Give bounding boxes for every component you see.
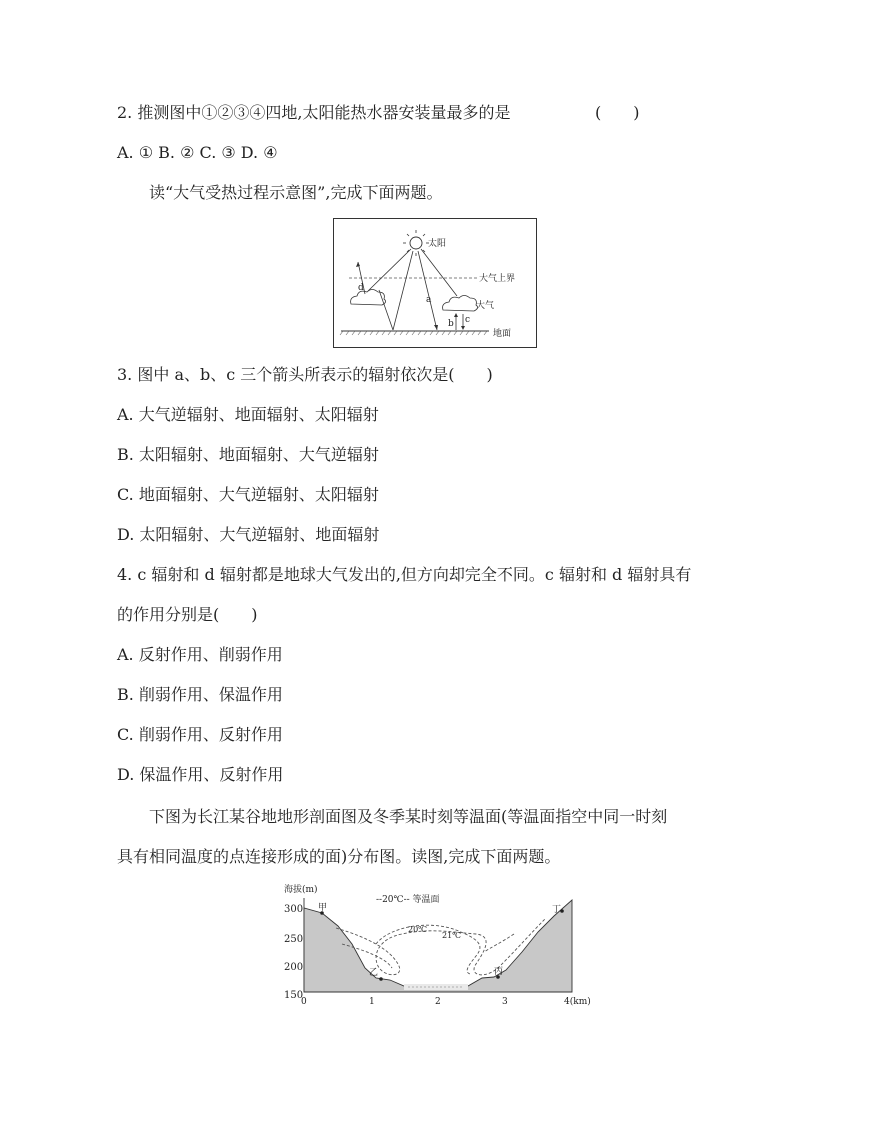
- isotherm-20-label: 20℃: [408, 925, 428, 934]
- place-bing: 丙: [494, 967, 504, 977]
- place-ding: 丁: [552, 905, 562, 915]
- label-c: c: [465, 315, 471, 325]
- valley-profile-diagram: [280, 878, 596, 1010]
- q3-option-d: D. 太阳辐射、大气逆辐射、地面辐射: [117, 525, 380, 544]
- q4-stem-line1: 4. c 辐射和 d 辐射都是地球大气发出的,但方向却完全不同。c 辐射和 d 辐射具有: [117, 565, 692, 584]
- q2-stem-row: [117, 102, 640, 124]
- y-tick-250: 250: [284, 934, 304, 945]
- y-axis-label: 海拔(m): [284, 885, 318, 895]
- intro-paragraph-1: 读“大气受热过程示意图”,完成下面两题。: [149, 183, 443, 202]
- y-tick-200: 200: [284, 962, 304, 973]
- q3-option-a: A. 大气逆辐射、地面辐射、太阳辐射: [117, 405, 379, 424]
- x-tick-0: 0: [301, 997, 307, 1007]
- q4-option-b: B. 削弱作用、保温作用: [117, 685, 283, 704]
- x-tick-3: 3: [502, 997, 508, 1007]
- q2-stem: 2. 推测图中①②③④四地,太阳能热水器安装量最多的是: [117, 103, 511, 122]
- q3-option-c: C. 地面辐射、大气逆辐射、太阳辐射: [117, 485, 379, 504]
- intro-paragraph-2-line1: 下图为长江某谷地地形剖面图及冬季某时刻等温面(等温面指空中同一时刻: [149, 807, 668, 826]
- atmosphere-heating-diagram: [333, 218, 537, 348]
- q4-stem-line2: 的作用分别是( ): [117, 605, 258, 624]
- q3-option-b: B. 太阳辐射、地面辐射、大气逆辐射: [117, 445, 379, 464]
- q4-option-d: D. 保温作用、反射作用: [117, 765, 284, 784]
- terrain-profile: [304, 900, 572, 992]
- sun-label: 太阳: [428, 239, 447, 249]
- intro-paragraph-2-line2: 具有相同温度的点连接形成的面)分布图。读图,完成下面两题。: [117, 847, 561, 866]
- legend: --20℃-- 等温面: [376, 895, 440, 905]
- x-tick-2: 2: [435, 997, 441, 1007]
- isotherm-21: [342, 925, 514, 974]
- y-tick-150: 150: [284, 990, 304, 1001]
- label-d: d: [358, 283, 364, 293]
- q2-answer-paren: ( ): [595, 103, 640, 122]
- q2-options: A. ① B. ② C. ③ D. ④: [117, 143, 278, 162]
- q3-stem: 3. 图中 a、b、c 三个箭头所表示的辐射依次是( ): [117, 365, 493, 384]
- x-tick-4: 4(km): [564, 997, 591, 1007]
- y-tick-300: 300: [284, 904, 304, 915]
- x-tick-1: 1: [369, 997, 375, 1007]
- label-b: b: [448, 319, 454, 329]
- q4-option-c: C. 削弱作用、反射作用: [117, 725, 283, 744]
- q4-option-a: A. 反射作用、削弱作用: [117, 645, 283, 664]
- ground-label: 地面: [493, 329, 512, 339]
- label-a: a: [426, 295, 432, 305]
- atmosphere-label: 大气: [476, 301, 495, 311]
- place-jia: 甲: [318, 903, 328, 913]
- place-yi: 乙: [369, 968, 379, 978]
- atmosphere-top-label: 大气上界: [479, 274, 516, 284]
- isotherm-21-label: 21℃: [442, 931, 462, 940]
